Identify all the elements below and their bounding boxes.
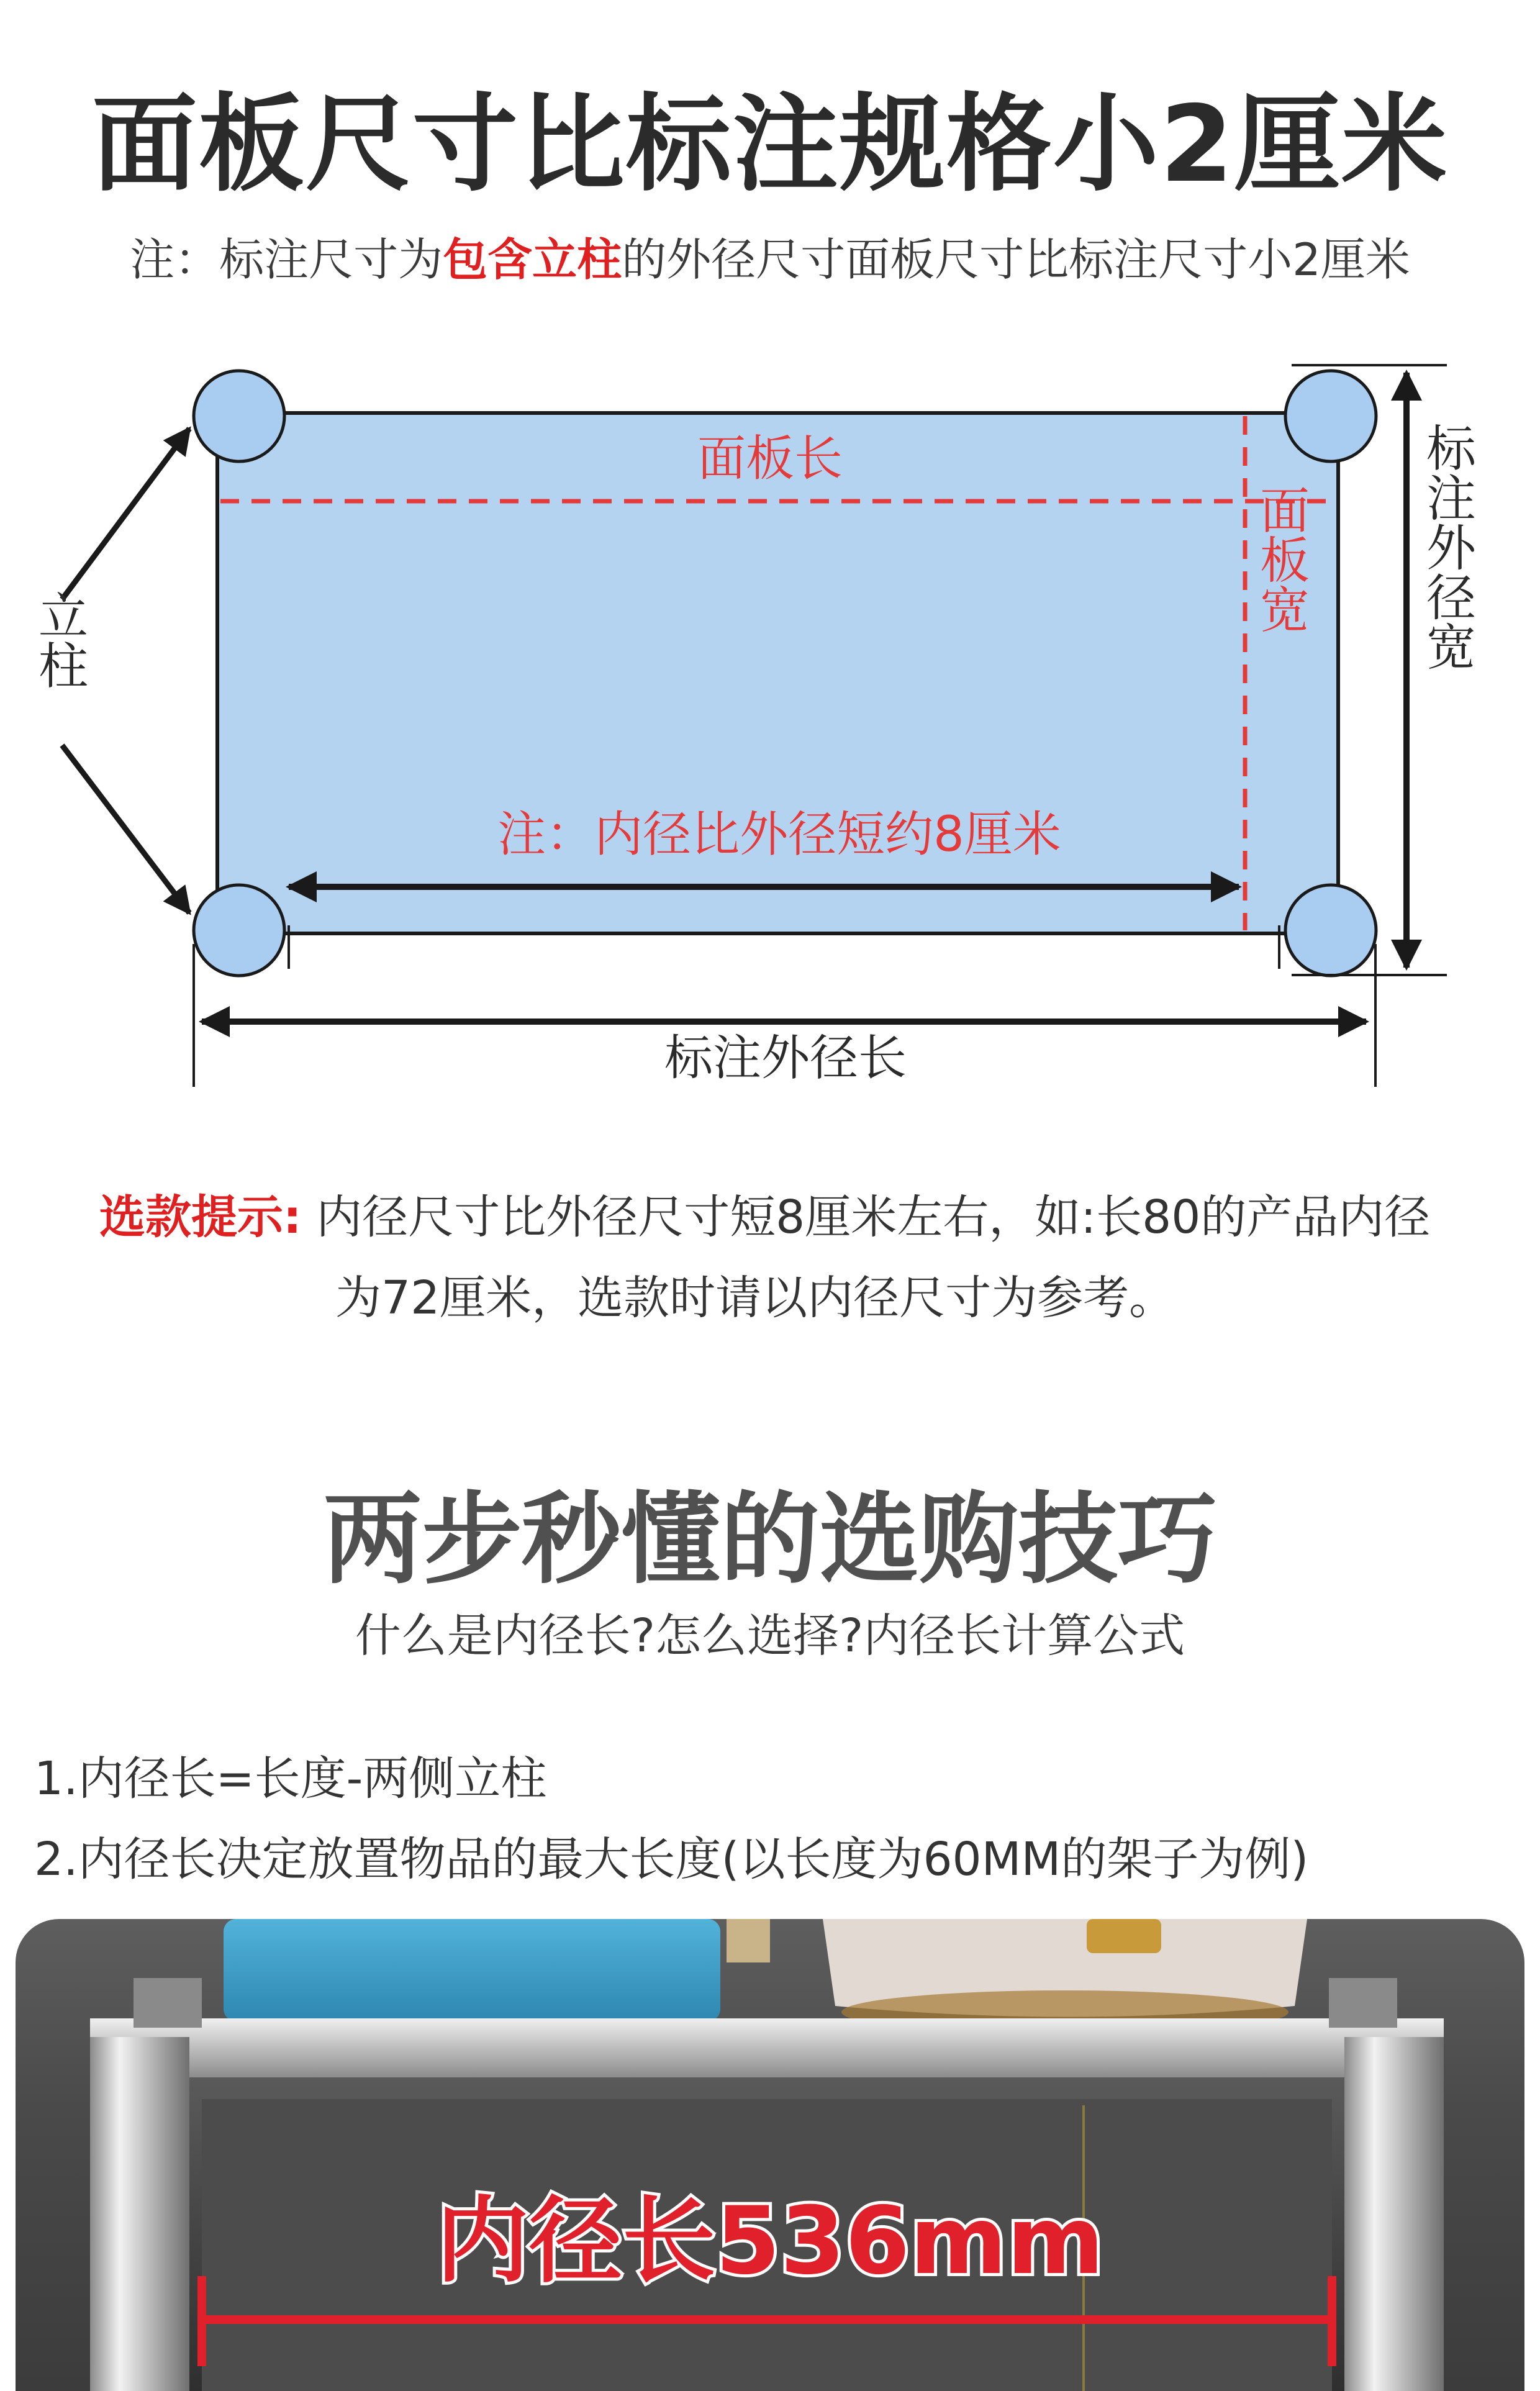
post-bottom-left bbox=[194, 885, 284, 976]
inner-note-label: 注：内径比外径短约8厘米 bbox=[497, 807, 1061, 863]
blue-box bbox=[224, 1919, 720, 2021]
post-right-photo bbox=[1344, 2037, 1444, 2391]
dimension-diagram bbox=[0, 348, 1540, 1093]
section2-subtitle: 什么是内径长?怎么选择?内径长计算公式 bbox=[355, 1609, 1185, 1663]
post-left-photo bbox=[90, 2037, 189, 2391]
post-top-right bbox=[1285, 371, 1376, 461]
shelf-illustration bbox=[16, 1919, 1524, 2391]
shelf-photo bbox=[16, 1919, 1524, 2391]
kettle-handle bbox=[1087, 1919, 1161, 1953]
main-title: 面板尺寸比标注规格小2厘米 bbox=[91, 83, 1449, 206]
outer-length-label: 标注外径长 bbox=[664, 1030, 907, 1086]
step-1: 1.内径长=长度-两侧立柱 bbox=[34, 1752, 547, 1805]
small-bottle bbox=[727, 1919, 770, 1962]
measure-label: 内径长536mm bbox=[436, 2187, 1104, 2295]
tip-lead: 选款提示: bbox=[99, 1191, 302, 1244]
section2-title: 两步秒懂的选购技巧 bbox=[322, 1481, 1217, 1597]
step-2: 2.内径长决定放置物品的最大长度(以长度为60MM的架子为例) bbox=[34, 1833, 1309, 1886]
post-arrow-top bbox=[62, 429, 189, 599]
tip-line1: 内径尺寸比外径尺寸短8厘米左右，如:长80的产品内径 bbox=[316, 1191, 1431, 1244]
post-top-left bbox=[194, 371, 284, 461]
post-label: 立柱 bbox=[30, 590, 88, 689]
selection-tip bbox=[99, 1177, 1465, 1338]
note-highlight: 包含立柱 bbox=[443, 234, 622, 286]
post-bottom-right bbox=[1285, 885, 1376, 976]
note-prefix: 注：标注尺寸为 bbox=[130, 234, 443, 286]
shelf-bracket-right bbox=[1329, 1978, 1397, 2028]
post-arrow-bottom bbox=[62, 745, 189, 913]
top-shelf-bar bbox=[90, 2018, 1444, 2077]
note-suffix: 的外径尺寸面板尺寸比标注尺寸小2厘米 bbox=[622, 234, 1410, 286]
tip-line2: 为72厘米，选款时请以内径尺寸为参考。 bbox=[335, 1271, 1175, 1325]
panel-length-label: 面板长 bbox=[697, 431, 843, 487]
dimension-note bbox=[0, 224, 1540, 288]
shelf-bracket-left bbox=[134, 1978, 202, 2028]
panel-width-label: 面板宽 bbox=[1251, 484, 1310, 633]
outer-width-label: 标注外径宽 bbox=[1418, 422, 1476, 671]
